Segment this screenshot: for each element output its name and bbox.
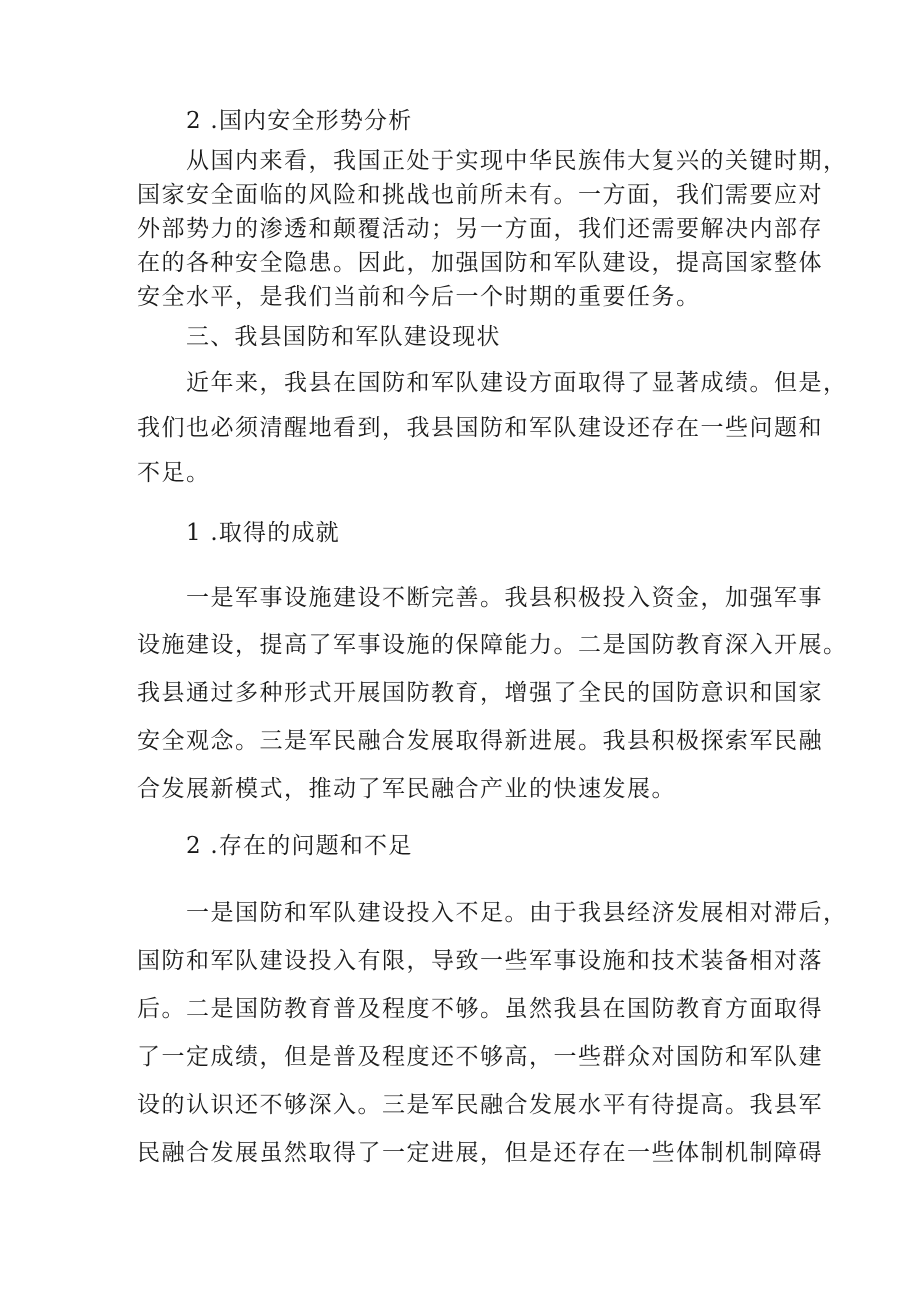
heading-domestic-security: 2 .国内安全形势分析: [186, 108, 413, 134]
paragraph-line: 我县通过多种形式开展国防教育，增强了全民的国防意识和国家: [137, 680, 823, 706]
paragraph-line: 设施建设，提高了军事设施的保障能力。二是国防教育深入开展。: [137, 632, 848, 658]
paragraph-line: 国家安全面临的风险和挑战也前所未有。一方面，我们需要应对: [137, 182, 823, 208]
paragraph-line: 一是军事设施建设不断完善。我县积极投入资金，加强军事: [186, 585, 823, 611]
paragraph-line: 不足。: [137, 460, 211, 486]
paragraph-line: 安全水平，是我们当前和今后一个时期的重要任务。: [137, 284, 701, 310]
paragraph-line: 合发展新模式，推动了军民融合产业的快速发展。: [137, 776, 676, 802]
paragraph-line: 了一定成绩，但是普及程度还不够高，一些群众对国防和军队建: [137, 1044, 823, 1070]
heading-achievements: 1 .取得的成就: [186, 520, 340, 546]
paragraph-line: 从国内来看，我国正处于实现中华民族伟大复兴的关键时期，: [186, 148, 848, 174]
paragraph-line: 后。二是国防教育普及程度不够。虽然我县在国防教育方面取得: [137, 996, 823, 1022]
paragraph-line: 在的各种安全隐患。因此，加强国防和军队建设，提高国家整体: [137, 250, 823, 276]
paragraph-line: 外部势力的渗透和颠覆活动；另一方面，我们还需要解决内部存: [137, 216, 823, 242]
heading-county-status: 三、我县国防和军队建设现状: [186, 324, 501, 350]
paragraph-line: 安全观念。三是军民融合发展取得新进展。我县积极探索军民融: [137, 728, 823, 754]
paragraph-line: 近年来，我县在国防和军队建设方面取得了显著成绩。但是，: [186, 370, 848, 396]
heading-problems: 2 .存在的问题和不足: [186, 833, 413, 859]
paragraph-line: 一是国防和军队建设投入不足。由于我县经济发展相对滞后，: [186, 900, 848, 926]
paragraph-line: 国防和军队建设投入有限，导致一些军事设施和技术装备相对落: [137, 948, 823, 974]
paragraph-line: 我们也必须清醒地看到，我县国防和军队建设还存在一些问题和: [137, 415, 823, 441]
paragraph-line: 民融合发展虽然取得了一定进展，但是还存在一些体制机制障碍: [137, 1140, 823, 1166]
paragraph-line: 设的认识还不够深入。三是军民融合发展水平有待提高。我县军: [137, 1092, 823, 1118]
